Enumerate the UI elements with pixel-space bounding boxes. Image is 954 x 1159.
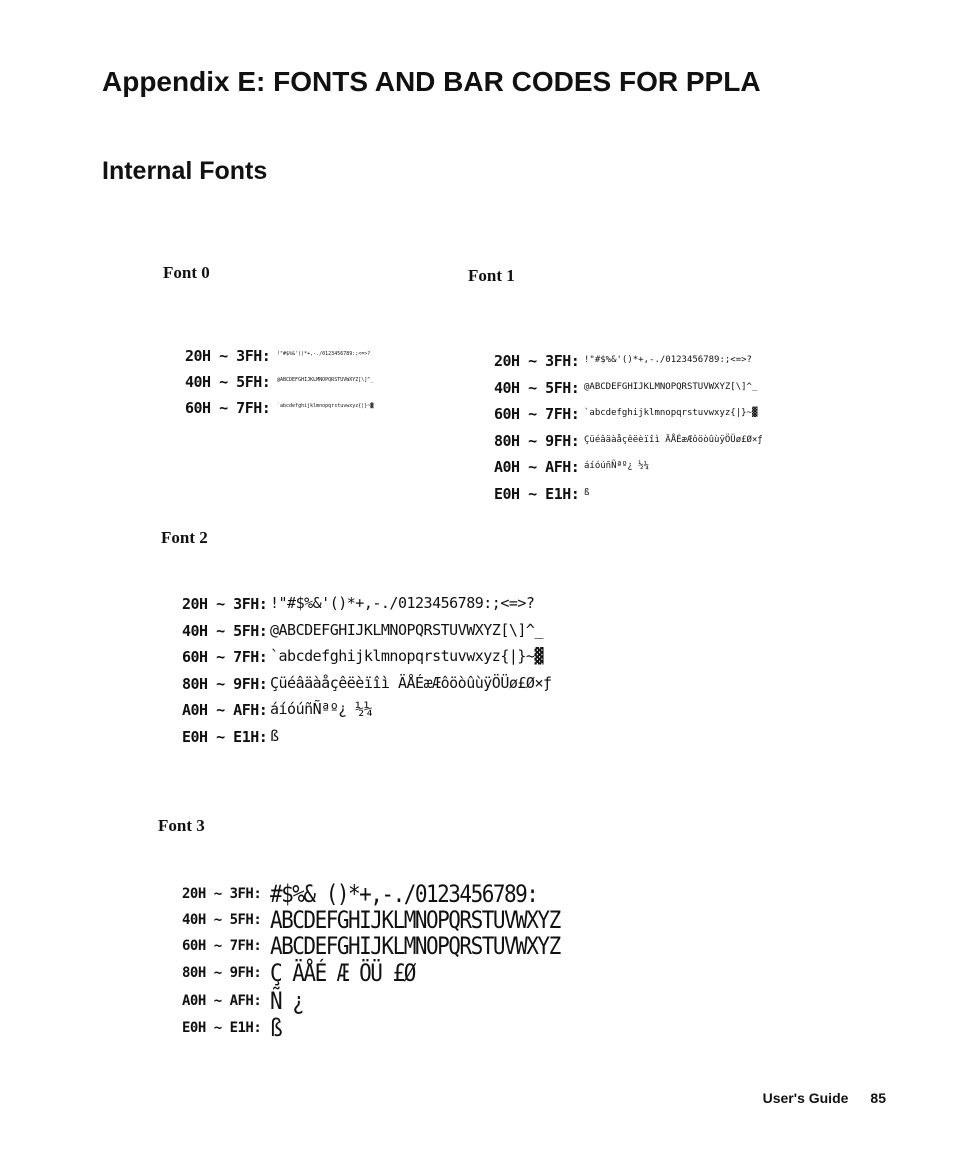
font-1-title: Font 1 [468,266,515,285]
char-sample: Ç ÄÅÉ Æ ÖÜ £Ø [270,959,415,987]
code-range: A0H ~ AFH: [182,701,268,719]
char-sample: !"#$%&'()*+,-./0123456789:;<=>? [270,594,535,612]
char-sample: `abcdefghijklmnopqrstuvwxyz{|}~▓ [584,408,758,418]
char-sample: @ABCDEFGHIJKLMNOPQRSTUVWXYZ[\]^_ [270,620,543,639]
code-range: E0H ~ E1H: [494,484,580,503]
code-range: 40H ~ 5FH: [182,912,262,928]
char-sample: ß [270,1014,282,1042]
char-sample: @ABCDEFGHIJKLMNOPQRSTUVWXYZ[\]^_ [584,381,758,392]
char-sample: ß [270,726,279,745]
code-range: 20H ~ 3FH: [182,886,262,902]
char-sample: ABCDEFGHIJKLMNOPQRSTUVWXYZ [270,906,560,934]
char-sample: Çüéâäàåçêëèïîì ÄÅÉæÆôöòûùÿÖÜø£Ø×ƒ [270,673,552,692]
code-range: 40H ~ 5FH: [494,378,580,397]
code-range: E0H ~ E1H: [182,727,268,746]
char-sample: Ñ ¿ [270,987,304,1015]
section-heading: Internal Fonts [102,157,268,185]
char-sample: áíóúñÑªº¿ ½¼ [270,700,373,718]
code-range: 40H ~ 5FH: [185,373,271,391]
font-3-title: Font 3 [158,816,205,835]
code-range: 20H ~ 3FH: [182,595,268,613]
code-range: 20H ~ 3FH: [185,347,271,365]
code-range: 80H ~ 9FH: [494,431,580,450]
code-range: E0H ~ E1H: [182,1020,262,1036]
page-footer [763,1090,886,1106]
code-range: 60H ~ 7FH: [182,648,268,666]
char-sample: ß [584,487,590,498]
char-sample: ABCDEFGHIJKLMNOPQRSTUVWXYZ [270,932,560,960]
code-range: 60H ~ 7FH: [182,938,262,954]
page-number: 85 [870,1090,886,1106]
char-sample: !"#$%&'()*+,-./0123456789:;<=>? [584,355,752,365]
char-sample: @ABCDEFGHIJKLMNOPQRSTUVWXYZ[\]^_ [277,377,374,383]
char-sample: `abcdefghijklmnopqrstuvwxyz{|}~▓ [270,647,543,665]
page-heading: Appendix E: FONTS AND BAR CODES FOR PPLA [102,66,761,97]
footer-guide-title: User's Guide [762,1090,849,1106]
code-range: 60H ~ 7FH: [185,399,271,417]
code-range: 20H ~ 3FH: [494,352,580,370]
code-range: A0H ~ AFH: [182,993,262,1009]
char-sample: #$%& ()*+,-./0123456789: [270,880,538,908]
code-range: 40H ~ 5FH: [182,621,268,640]
code-range: 60H ~ 7FH: [494,405,580,423]
char-sample: Çüéâäàåçêëèïîì ÄÅÉæÆôöòûùÿÖÜø£Ø×ƒ [584,434,763,445]
font-2-title: Font 2 [161,528,208,547]
char-sample: áíóúñÑªº¿ ½¼ [584,461,650,471]
code-range: 80H ~ 9FH: [182,674,268,693]
font-0-title: Font 0 [163,263,210,282]
code-range: A0H ~ AFH: [494,458,580,476]
char-sample: `abcdefghijklmnopqrstuvwxyz{|}~▓ [277,403,374,409]
char-sample: !"#$%&'()*+,-./0123456789:;<=>? [277,351,371,357]
code-range: 80H ~ 9FH: [182,965,262,981]
